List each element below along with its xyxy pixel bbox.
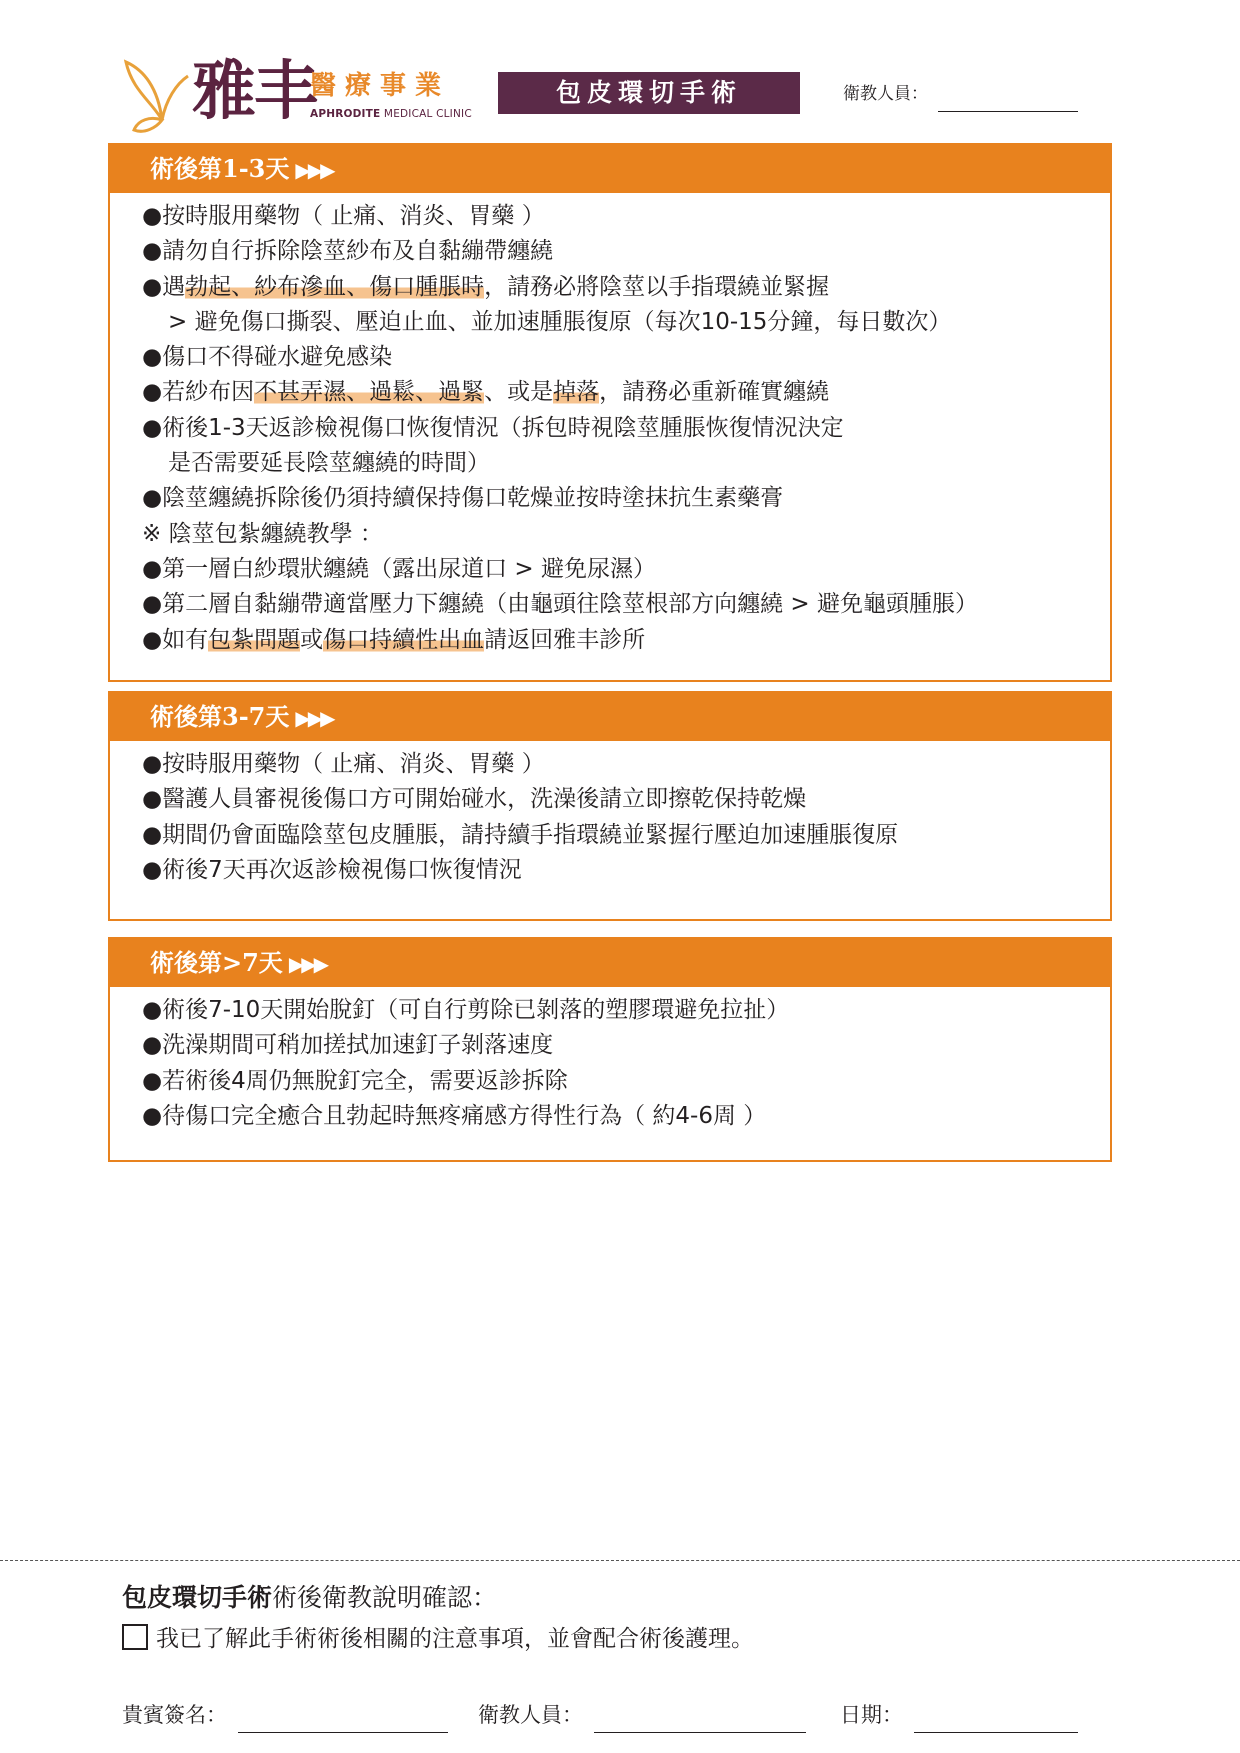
- item-text: ●第二層自黏繃帶適當壓力下纏繞（由龜頭往陰莖根部方向纏繞 > 避免龜頭腫脹）: [142, 591, 978, 618]
- triple-arrow-icon: ▶▶▶: [295, 706, 333, 730]
- item-text: ●請勿自行拆除陰莖紗布及自黏繃帶纏繞: [142, 238, 554, 265]
- list-item: [142, 1099, 1110, 1134]
- staff-label: 衛教人員：: [843, 84, 928, 104]
- list-item: [142, 782, 1110, 817]
- item-text: 是否需要延長陰莖纏繞的時間）: [168, 450, 490, 477]
- section-day-1-3: [108, 143, 1112, 682]
- brand-subtitle: 醫療事業: [310, 71, 451, 101]
- confirm-checkbox[interactable]: [122, 1624, 148, 1650]
- list-item: [142, 517, 1110, 552]
- section-header: 術後第3-7天 ▶▶▶: [110, 693, 1110, 741]
- cut-line: [0, 1560, 1240, 1561]
- date-line[interactable]: [914, 1732, 1078, 1733]
- section-body: [110, 741, 1110, 888]
- item-text: ●第一層白紗環狀纏繞（露出尿道口 > 避免尿濕）: [142, 555, 656, 582]
- brand-english: APHRODITE MEDICAL CLINIC: [310, 108, 472, 120]
- staff-signature-label: 衛教人員：: [478, 1703, 583, 1727]
- item-text: ●遇: [142, 273, 186, 300]
- list-item: [142, 747, 1110, 782]
- list-item: [142, 481, 1110, 516]
- brand-name: 雅丰: [192, 54, 316, 129]
- item-text: ●若術後4周仍無脫釘完全，需要返診拆除: [142, 1067, 568, 1094]
- date-label: 日期：: [840, 1703, 903, 1727]
- item-text: > 避免傷口撕裂、壓迫止血、並加速腫脹復原（每次10-15分鐘，每日數次）: [168, 308, 952, 335]
- list-item: [142, 818, 1110, 853]
- list-item: [142, 340, 1110, 375]
- section-day-over-7: [108, 937, 1112, 1162]
- list-item: [142, 993, 1110, 1028]
- item-text: ●陰莖纏繞拆除後仍須持續保持傷口乾燥並按時塗抹抗生素藥膏: [142, 485, 784, 512]
- list-item: [142, 446, 1110, 481]
- butterfly-logo-icon: [122, 50, 202, 136]
- item-text: 請返回雅丰診所: [484, 626, 646, 653]
- item-text: ●如有: [142, 626, 209, 653]
- document-title: 包皮環切手術: [498, 72, 800, 114]
- list-item: [142, 623, 1110, 658]
- section-body: [110, 193, 1110, 658]
- highlighted-text: 勃起、紗布滲血、傷口腫脹時: [185, 273, 485, 300]
- list-item: [142, 587, 1110, 622]
- item-text: 或: [300, 626, 324, 653]
- triple-arrow-icon: ▶▶▶: [288, 952, 326, 976]
- list-item: [142, 375, 1110, 410]
- item-text: ●若紗布因: [142, 379, 255, 406]
- list-item: [142, 853, 1110, 888]
- item-text: ●術後7-10天開始脫釘（可自行剪除已剝落的塑膠環避免拉扯）: [142, 997, 790, 1023]
- section-header: 術後第1-3天 ▶▶▶: [110, 145, 1110, 193]
- section-day-3-7: [108, 691, 1112, 921]
- guest-signature-label: 貴賓簽名：: [122, 1703, 227, 1727]
- item-text: ●按時服用藥物（ 止痛、消炎、胃藥 ）: [142, 751, 545, 777]
- confirm-checkbox-row: [122, 1622, 754, 1656]
- item-text: ，請務必將陰莖以手指環繞並緊握: [484, 273, 830, 300]
- triple-arrow-icon: ▶▶▶: [295, 158, 333, 182]
- item-text: ●待傷口完全癒合且勃起時無疼痛感方得性行為（ 約4-6周 ）: [142, 1102, 767, 1129]
- item-text: ●術後7天再次返診檢視傷口恢復情況: [142, 856, 522, 883]
- item-text: ●期間仍會面臨陰莖包皮腫脹，請持續手指環繞並緊握行壓迫加速腫脹復原: [142, 821, 899, 848]
- clinic-logo: [122, 50, 482, 136]
- highlighted-text: 傷口持續性出血: [323, 626, 485, 653]
- guest-signature-line[interactable]: [238, 1732, 448, 1733]
- highlighted-text: 不甚弄濕、過鬆、過緊: [254, 379, 485, 406]
- confirm-title: 包皮環切手術術後衛教說明確認：: [122, 1583, 498, 1612]
- staff-signature-line-bottom[interactable]: [594, 1732, 806, 1733]
- list-item: [142, 305, 1110, 340]
- list-item: [142, 270, 1110, 305]
- item-text: ，請務必重新確實纏繞: [599, 379, 830, 406]
- item-text: ●按時服用藥物（ 止痛、消炎、胃藥 ）: [142, 203, 545, 229]
- highlighted-text: 包紮問題: [208, 626, 301, 653]
- list-item: [142, 199, 1110, 234]
- item-text: 、或是: [484, 379, 554, 406]
- section-header: 術後第>7天 ▶▶▶: [110, 939, 1110, 987]
- item-text: ※ 陰莖包紮纏繞教學 ：: [142, 520, 383, 547]
- list-item: [142, 411, 1110, 446]
- staff-signature-line[interactable]: [938, 111, 1078, 112]
- section-body: [110, 987, 1110, 1134]
- list-item: [142, 1028, 1110, 1063]
- list-item: [142, 234, 1110, 269]
- item-text: ●洗澡期間可稍加搓拭加速釘子剝落速度: [142, 1032, 554, 1059]
- list-item: [142, 1064, 1110, 1099]
- highlighted-text: 掉落: [553, 379, 600, 406]
- item-text: ●醫護人員審視後傷口方可開始碰水，洗澡後請立即擦乾保持乾燥: [142, 786, 807, 813]
- list-item: [142, 552, 1110, 587]
- item-text: ●傷口不得碰水避免感染: [142, 344, 393, 371]
- confirm-checkbox-label: 我已了解此手術術後相關的注意事項，並會配合術後護理。: [156, 1626, 754, 1652]
- item-text: ●術後1-3天返診檢視傷口恢復情況（拆包時視陰莖腫脹恢復情況決定: [142, 414, 844, 441]
